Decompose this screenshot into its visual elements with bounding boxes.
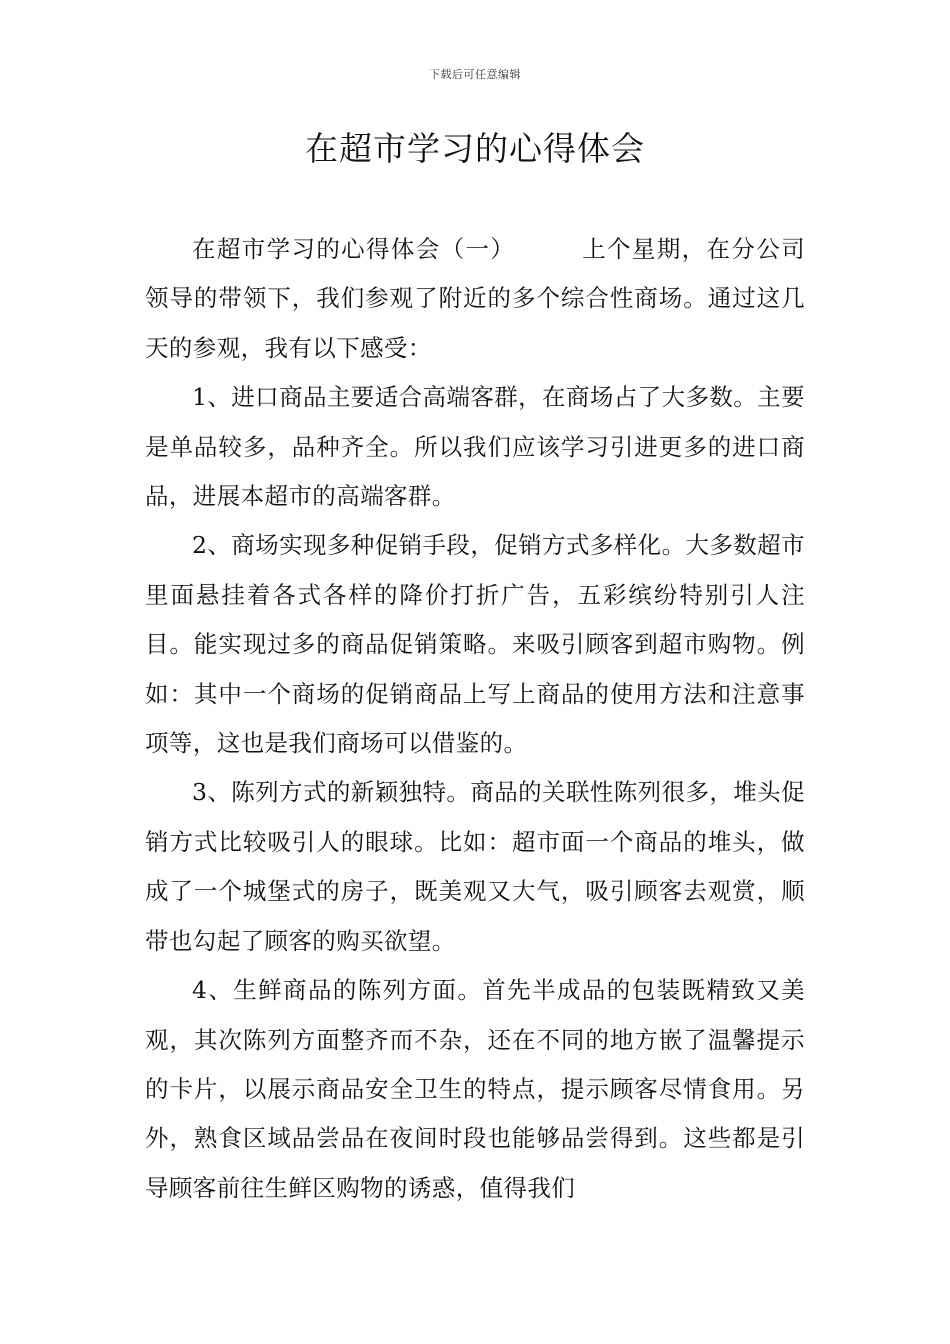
paragraph-2: 2、商场实现多种促销手段，促销方式多样化。大多数超市里面悬挂着各式各样的降价打折广告，五彩缤纷特别引人注目。能实现过多的商品促销策略。来吸引顾客到超市购物。例如：其中一个商场的促销商品上写上商品的使用方法和注意事项等，这也是我们商场可以借鉴的。 (145, 531, 805, 758)
paragraph-3: 3、陈列方式的新颖独特。商品的关联性陈列很多，堆头促销方式比较吸引人的眼球。比如：超市面一个商品的堆头，做成了一个城堡式的房子，既美观又大气，吸引顾客去观赏，顺带也勾起了顾客的购买欲望。 (145, 778, 805, 955)
intro-paragraph (145, 225, 805, 373)
intro-text: 上个星期，在分公司领导的带领下，我们参观了附近的多个综合性商场。通过这几天的参观，我有以下感受： (145, 235, 806, 362)
paragraph-4: 4、生鲜商品的陈列方面。首先半成品的包装既精致又美观，其次陈列方面整齐而不杂，还在不同的地方嵌了温馨提示的卡片，以展示商品安全卫生的特点，提示顾客尽情食用。另外，熟食区域品尝品在夜间时段也能够品尝得到。这些都是引导顾客前往生鲜区购物的诱惑，值得我们 (145, 976, 805, 1202)
intro-heading: 在超市学习的心得体会（一） (192, 235, 516, 263)
paragraph-1: 1、进口商品主要适合高端客群，在商场占了大多数。主要是单品较多，品种齐全。所以我们应该学习引进更多的进口商品，进展本超市的高端客群。 (145, 383, 805, 511)
header-note: 下载后可任意编辑 (429, 68, 521, 81)
document-title: 在超市学习的心得体会 (305, 129, 645, 168)
document-body (145, 225, 805, 1213)
